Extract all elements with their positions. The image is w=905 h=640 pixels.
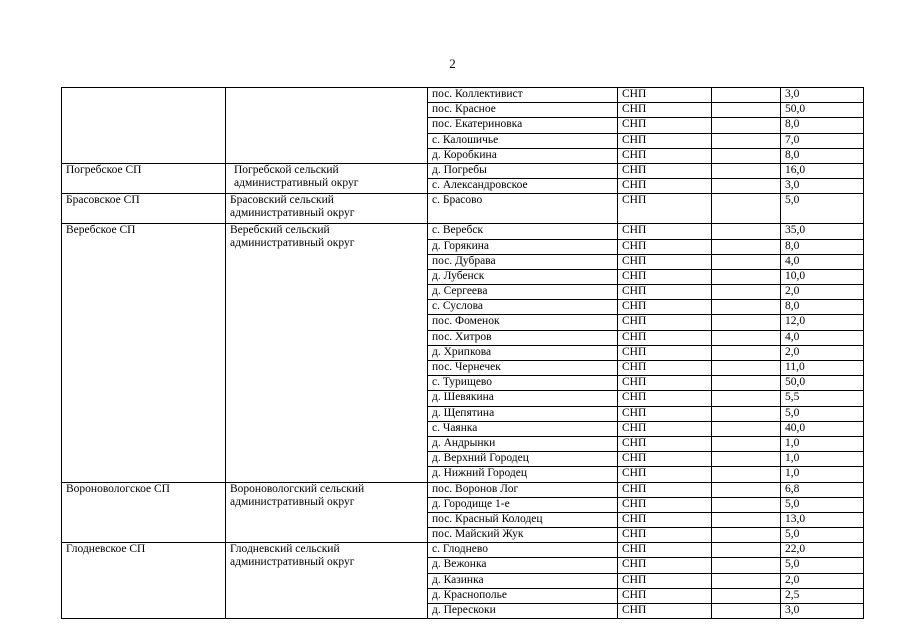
empty-cell xyxy=(712,588,781,603)
settlement-name-cell: д. Шевякина xyxy=(428,391,618,406)
settlement-type-cell: СНП xyxy=(618,376,712,391)
value-cell: 5,5 xyxy=(781,391,864,406)
settlement-type-cell: СНП xyxy=(618,133,712,148)
settlement-name-cell: д. Щепятина xyxy=(428,406,618,421)
settlement-name-cell: д. Лубенск xyxy=(428,269,618,284)
settlement-type-cell: СНП xyxy=(618,179,712,194)
settlement-name-cell: д. Коробкина xyxy=(428,148,618,163)
settlement-name-cell: д. Нижний Городец xyxy=(428,467,618,482)
settlement-type-cell: СНП xyxy=(618,588,712,603)
value-cell: 5,0 xyxy=(781,497,864,512)
value-cell: 16,0 xyxy=(781,163,864,178)
settlement-type-cell: СНП xyxy=(618,528,712,543)
value-cell: 40,0 xyxy=(781,421,864,436)
settlement-type-cell: СНП xyxy=(618,148,712,163)
settlement-type-cell: СНП xyxy=(618,361,712,376)
settlement-type-cell: СНП xyxy=(618,239,712,254)
value-cell: 2,5 xyxy=(781,588,864,603)
empty-cell xyxy=(712,300,781,315)
settlement-name-cell: с. Суслова xyxy=(428,300,618,315)
settlement-name-cell: пос. Дубрава xyxy=(428,254,618,269)
empty-cell xyxy=(712,163,781,178)
table-row xyxy=(62,543,864,558)
admin-okrug-cell: Брасовский сельский административный округ xyxy=(226,194,428,224)
settlement-type-cell: СНП xyxy=(618,300,712,315)
value-cell: 1,0 xyxy=(781,452,864,467)
settlement-unit-cell xyxy=(62,88,226,164)
settlement-type-cell: СНП xyxy=(618,512,712,527)
settlement-name-cell: пос. Майский Жук xyxy=(428,528,618,543)
value-cell: 8,0 xyxy=(781,148,864,163)
settlement-name-cell: с. Глоднево xyxy=(428,543,618,558)
table-row xyxy=(62,224,864,239)
settlement-unit-cell: Брасовское СП xyxy=(62,194,226,224)
settlement-type-cell: СНП xyxy=(618,330,712,345)
value-cell: 11,0 xyxy=(781,361,864,376)
settlement-type-cell: СНП xyxy=(618,345,712,360)
settlement-type-cell: СНП xyxy=(618,88,712,103)
value-cell: 3,0 xyxy=(781,88,864,103)
settlement-name-cell: с. Брасово xyxy=(428,194,618,224)
empty-cell xyxy=(712,224,781,239)
value-cell: 7,0 xyxy=(781,133,864,148)
settlement-name-cell: с. Веребск xyxy=(428,224,618,239)
empty-cell xyxy=(712,467,781,482)
empty-cell xyxy=(712,497,781,512)
value-cell: 6,8 xyxy=(781,482,864,497)
value-cell: 2,0 xyxy=(781,573,864,588)
admin-okrug-cell: Погребской сельский административный округ xyxy=(226,163,428,193)
value-cell: 2,0 xyxy=(781,285,864,300)
empty-cell xyxy=(712,118,781,133)
settlement-name-cell: с. Турищево xyxy=(428,376,618,391)
value-cell: 5,0 xyxy=(781,558,864,573)
settlement-name-cell: пос. Красный Колодец xyxy=(428,512,618,527)
settlement-type-cell: СНП xyxy=(618,315,712,330)
settlement-name-cell: с. Александровское xyxy=(428,179,618,194)
value-cell: 8,0 xyxy=(781,118,864,133)
value-cell: 3,0 xyxy=(781,604,864,619)
settlement-unit-cell: Погребское СП xyxy=(62,163,226,193)
settlement-type-cell: СНП xyxy=(618,269,712,284)
settlement-type-cell: СНП xyxy=(618,163,712,178)
settlement-name-cell: д. Вежонка xyxy=(428,558,618,573)
settlement-type-cell: СНП xyxy=(618,543,712,558)
value-cell: 50,0 xyxy=(781,376,864,391)
settlement-name-cell: пос. Чернечек xyxy=(428,361,618,376)
settlement-type-cell: СНП xyxy=(618,254,712,269)
empty-cell xyxy=(712,254,781,269)
settlement-type-cell: СНП xyxy=(618,573,712,588)
settlement-type-cell: СНП xyxy=(618,558,712,573)
settlement-name-cell: пос. Коллективист xyxy=(428,88,618,103)
value-cell: 50,0 xyxy=(781,103,864,118)
settlement-type-cell: СНП xyxy=(618,391,712,406)
settlement-unit-cell: Веребское СП xyxy=(62,224,226,482)
settlement-type-cell: СНП xyxy=(618,421,712,436)
settlement-type-cell: СНП xyxy=(618,103,712,118)
settlement-type-cell: СНП xyxy=(618,224,712,239)
empty-cell xyxy=(712,330,781,345)
settlement-name-cell: пос. Фоменок xyxy=(428,315,618,330)
empty-cell xyxy=(712,604,781,619)
settlement-type-cell: СНП xyxy=(618,436,712,451)
admin-okrug-cell: Веребский сельский административный округ xyxy=(226,224,428,482)
table-row xyxy=(62,88,864,103)
empty-cell xyxy=(712,528,781,543)
empty-cell xyxy=(712,315,781,330)
empty-cell xyxy=(712,269,781,284)
settlement-type-cell: СНП xyxy=(618,406,712,421)
empty-cell xyxy=(712,558,781,573)
value-cell: 1,0 xyxy=(781,467,864,482)
empty-cell xyxy=(712,148,781,163)
settlement-type-cell: СНП xyxy=(618,194,712,224)
empty-cell xyxy=(712,285,781,300)
settlement-name-cell: д. Казинка xyxy=(428,573,618,588)
empty-cell xyxy=(712,452,781,467)
value-cell: 2,0 xyxy=(781,345,864,360)
empty-cell xyxy=(712,133,781,148)
page-number: 2 xyxy=(449,56,456,71)
settlement-name-cell: д. Горякина xyxy=(428,239,618,254)
admin-okrug-cell xyxy=(226,88,428,164)
settlement-name-cell: пос. Красное xyxy=(428,103,618,118)
value-cell: 12,0 xyxy=(781,315,864,330)
empty-cell xyxy=(712,573,781,588)
empty-cell xyxy=(712,194,781,224)
value-cell: 8,0 xyxy=(781,239,864,254)
value-cell: 4,0 xyxy=(781,254,864,269)
settlement-type-cell: СНП xyxy=(618,482,712,497)
settlement-name-cell: д. Андрынки xyxy=(428,436,618,451)
empty-cell xyxy=(712,345,781,360)
settlement-name-cell: с. Калошичье xyxy=(428,133,618,148)
settlement-name-cell: д. Городище 1-е xyxy=(428,497,618,512)
value-cell: 1,0 xyxy=(781,436,864,451)
settlement-name-cell: д. Краснополье xyxy=(428,588,618,603)
value-cell: 22,0 xyxy=(781,543,864,558)
value-cell: 10,0 xyxy=(781,269,864,284)
settlement-type-cell: СНП xyxy=(618,497,712,512)
settlement-type-cell: СНП xyxy=(618,604,712,619)
value-cell: 5,0 xyxy=(781,528,864,543)
value-cell: 8,0 xyxy=(781,300,864,315)
settlement-unit-cell: Глодневское СП xyxy=(62,543,226,619)
empty-cell xyxy=(712,406,781,421)
value-cell: 5,0 xyxy=(781,194,864,224)
settlements-table xyxy=(61,87,864,619)
empty-cell xyxy=(712,436,781,451)
settlement-type-cell: СНП xyxy=(618,118,712,133)
admin-okrug-cell: Вороновологский сельский административный округ xyxy=(226,482,428,543)
settlement-type-cell: СНП xyxy=(618,285,712,300)
value-cell: 35,0 xyxy=(781,224,864,239)
empty-cell xyxy=(712,103,781,118)
empty-cell xyxy=(712,543,781,558)
empty-cell xyxy=(712,391,781,406)
empty-cell xyxy=(712,88,781,103)
table-row xyxy=(62,194,864,224)
empty-cell xyxy=(712,179,781,194)
settlement-name-cell: с. Чаянка xyxy=(428,421,618,436)
empty-cell xyxy=(712,512,781,527)
settlement-name-cell: д. Верхний Городец xyxy=(428,452,618,467)
settlement-name-cell: пос. Хитров xyxy=(428,330,618,345)
admin-okrug-cell: Глодневский сельский административный округ xyxy=(226,543,428,619)
settlement-name-cell: д. Сергеева xyxy=(428,285,618,300)
settlement-name-cell: д. Перескоки xyxy=(428,604,618,619)
empty-cell xyxy=(712,421,781,436)
settlement-type-cell: СНП xyxy=(618,452,712,467)
value-cell: 3,0 xyxy=(781,179,864,194)
settlement-name-cell: д. Погребы xyxy=(428,163,618,178)
settlement-name-cell: пос. Воронов Лог xyxy=(428,482,618,497)
settlement-unit-cell: Вороновологское СП xyxy=(62,482,226,543)
settlement-name-cell: д. Хрипкова xyxy=(428,345,618,360)
settlement-name-cell: пос. Екатериновка xyxy=(428,118,618,133)
table-body xyxy=(62,88,864,619)
empty-cell xyxy=(712,361,781,376)
value-cell: 4,0 xyxy=(781,330,864,345)
table-row xyxy=(62,163,864,178)
empty-cell xyxy=(712,482,781,497)
empty-cell xyxy=(712,376,781,391)
value-cell: 5,0 xyxy=(781,406,864,421)
settlement-type-cell: СНП xyxy=(618,467,712,482)
table-row xyxy=(62,482,864,497)
value-cell: 13,0 xyxy=(781,512,864,527)
empty-cell xyxy=(712,239,781,254)
